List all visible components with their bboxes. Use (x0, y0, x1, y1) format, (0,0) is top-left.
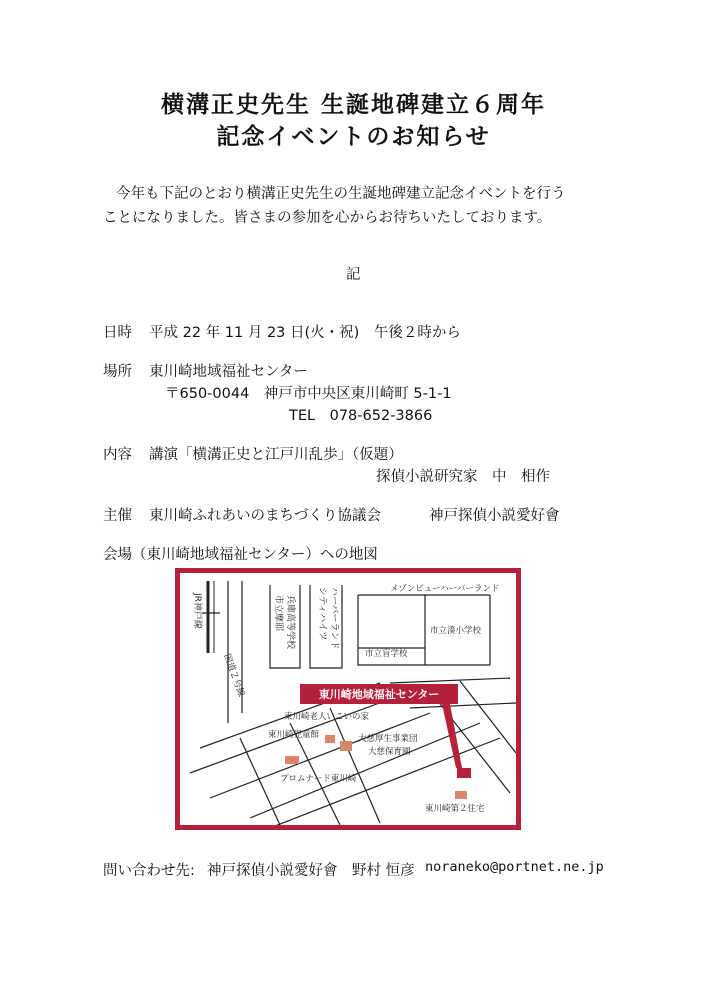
title-line-1: 横溝正史先生 生誕地碑建立６周年 (160, 92, 546, 118)
label-mou-school: 市立盲学校 (365, 649, 408, 659)
contact-email[interactable]: noraneko@portnet.ne.jp (425, 859, 604, 875)
access-map (175, 568, 521, 830)
label-housing: 東川崎第２住宅 (425, 804, 485, 814)
label-promenade: プロムナード東川崎 (280, 774, 357, 784)
map-drawing (180, 573, 516, 825)
label-daiji: 大慈厚生事業団 (358, 734, 418, 744)
host-org-1: 東川崎ふれあいのまちづくり協議会 (149, 508, 381, 524)
contact-person: 野村 恒彦 (352, 863, 415, 879)
host-org-2: 神戸探偵小説愛好會 (429, 508, 560, 524)
label-city-heights: シティハイツ (317, 587, 327, 641)
venue-banner: 東川崎地域福祉センター (318, 688, 440, 701)
content-lecture: 講演「横溝正史と江戸川乱歩」（仮題） (149, 447, 403, 463)
content-speaker: 探偵小説研究家 中 相作 (376, 469, 550, 485)
label-meson: メゾンピューハーバーランド (390, 584, 500, 594)
host-label: 主催 (103, 508, 132, 524)
label-daiji-nursery: 大慈保育園 (368, 747, 411, 757)
intro-line-2: ことになりました。皆さまの参加を心からお待ちいたしております。 (103, 210, 552, 226)
ki-heading: 記 (346, 267, 361, 283)
place-address: 〒650-0044 神戸市中央区東川崎町 5-1-1 (165, 386, 452, 402)
map-heading: 会場（東川崎地域福祉センター）への地図 (103, 547, 378, 563)
label-jr: JR神戸線 (192, 593, 202, 629)
place-tel: TEL 078-652-3866 (289, 408, 433, 424)
label-city-school: 市立摩耶 (273, 595, 283, 632)
label-minato-school: 市立湊小学校 (430, 626, 482, 636)
title-line-2: 記念イベントのお知らせ (216, 124, 491, 150)
datetime-label: 日時 (103, 325, 132, 341)
place-name: 東川崎地域福祉センター (149, 364, 308, 380)
intro-line-1: 今年も下記のとおり横溝正史先生の生誕地碑建立記念イベントを行う (116, 186, 566, 202)
datetime-value: 平成 22 年 11 月 23 日(火・祝) 午後２時から (149, 325, 461, 341)
label-elderly-house: 東川崎老人いこいの家 (284, 712, 370, 722)
venue-building (457, 768, 471, 778)
label-harbor-land: ハーバーランド (329, 587, 339, 650)
label-highway: 国道２号線 (221, 652, 246, 699)
contact-org: 神戸探偵小説愛好會 (207, 863, 338, 879)
contact-label: 問い合わせ先: (103, 863, 195, 879)
label-children-hall: 東川崎児童館 (268, 730, 320, 740)
place-label: 場所 (103, 364, 132, 380)
label-hyogo-school: 兵庫高等学校 (285, 595, 295, 650)
content-label: 内容 (103, 447, 132, 463)
